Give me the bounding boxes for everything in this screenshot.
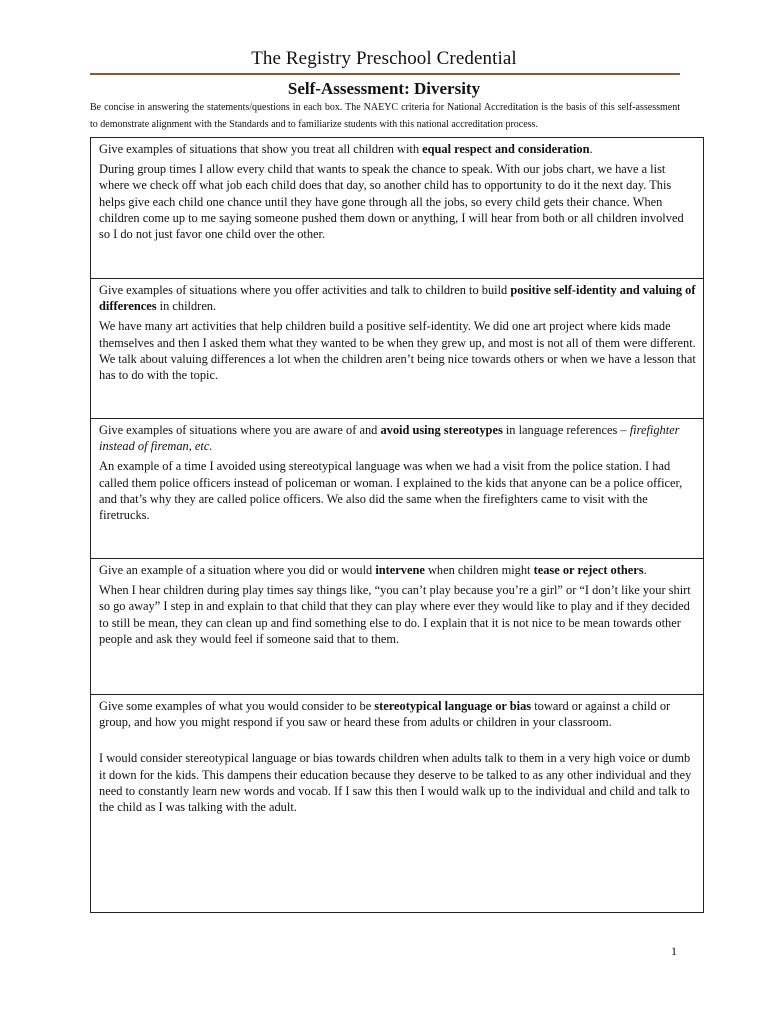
title-divider	[90, 73, 680, 75]
question-emphasis: stereotypical language or bias	[374, 699, 532, 713]
question-box-intervene	[90, 558, 704, 695]
question-box-stereotypes	[90, 418, 704, 559]
instructions-text: Be concise in answering the statements/questions in each box. The NAEYC criteria for National Accreditation is the basis of this self-assessment to demonstrate alignment with the Standards and to familiarize students with this national accreditation process.	[90, 102, 680, 130]
question-emphasis: tease or reject others	[533, 563, 644, 577]
document-subtitle: Self-Assessment: Diversity	[287, 79, 481, 98]
question-prompt: Give examples of situations that show you treat all children with equal respect and consideration.	[99, 142, 593, 156]
question-emphasis: positive self-identity and valuing of differences	[99, 283, 696, 314]
document-title: The Registry Preschool Credential	[251, 48, 517, 69]
question-prompt: Give examples of situations where you offer activities and talk to children to build positive self-identity and valuing of differences in children.	[99, 283, 696, 314]
answer-text: When I hear children during play times say things like, “you can’t play because you’re a girl” or “I don’t like your shirt so go away” I step in and explain to that child that they can play where ever they would like to play and if they decided to still be mean, they can clean up and find something else to do. I explain that it is not nice to be mean towards other people and ask they would feel if someone said that to them.	[99, 583, 691, 646]
answer-text: An example of a time I avoided using stereotypical language was when we had a visit from the police station. I had called them police officers instead of policeman or woman. I explained to the kids that anyone can be a police officer, and that’s why they are called police officers. We also did the same when the firefighters came to visit with the firetrucks.	[99, 459, 683, 523]
answer-text: During group times I allow every child that wants to speak the chance to speak. With our jobs chart, we have a list where we check off what job each child does that day, so another child has to opportunity to do it the next day. This helps give each child one chance until they have gone through all the jobs, so every child gets their chance. When children come up to me saying someone pushed them down or anything, I will hear from both or all children involved so I do not just favor one child over the other.	[99, 162, 684, 242]
answer-text: I would consider stereotypical language or bias towards children when adults talk to them in a very high voice or dumb it down for the kids. This dampens their education because they deserve to be talked to as any other individual and they need to constantly learn new words and vocab. If I saw this then I would walk up to the individual and child and talk to the child as I was talking with the adult.	[99, 751, 692, 815]
question-emphasis: avoid using stereotypes	[380, 423, 503, 437]
question-prompt: Give an example of a situation where you did or would intervene when children might tease or reject others.	[99, 563, 647, 577]
answer-text: We have many art activities that help children build a positive self-identity. We did one art project where kids made themselves and then I asked them what they wanted to be when they grew up, and most is not all of them were different. We talk about valuing differences a lot when the children aren’t being nice towards others or when we have a lesson that has to do with the topic.	[99, 319, 696, 383]
question-prompt: Give examples of situations where you are aware of and avoid using stereotypes in language references – firefighter instead of fireman, etc.	[99, 423, 680, 454]
question-emphasis: equal respect and consideration	[422, 142, 590, 156]
page-number: 1	[671, 944, 677, 958]
question-prompt: Give some examples of what you would consider to be stereotypical language or bias toward or against a child or group, and how you might respond if you saw or heard these from adults or children in your classroom.	[99, 699, 671, 730]
question-box-self-identity	[90, 278, 704, 419]
question-box-equal-respect	[90, 137, 704, 279]
question-emphasis: intervene	[375, 563, 425, 577]
question-example: firefighter instead of fireman, etc.	[99, 423, 680, 454]
question-box-bias	[90, 694, 704, 913]
